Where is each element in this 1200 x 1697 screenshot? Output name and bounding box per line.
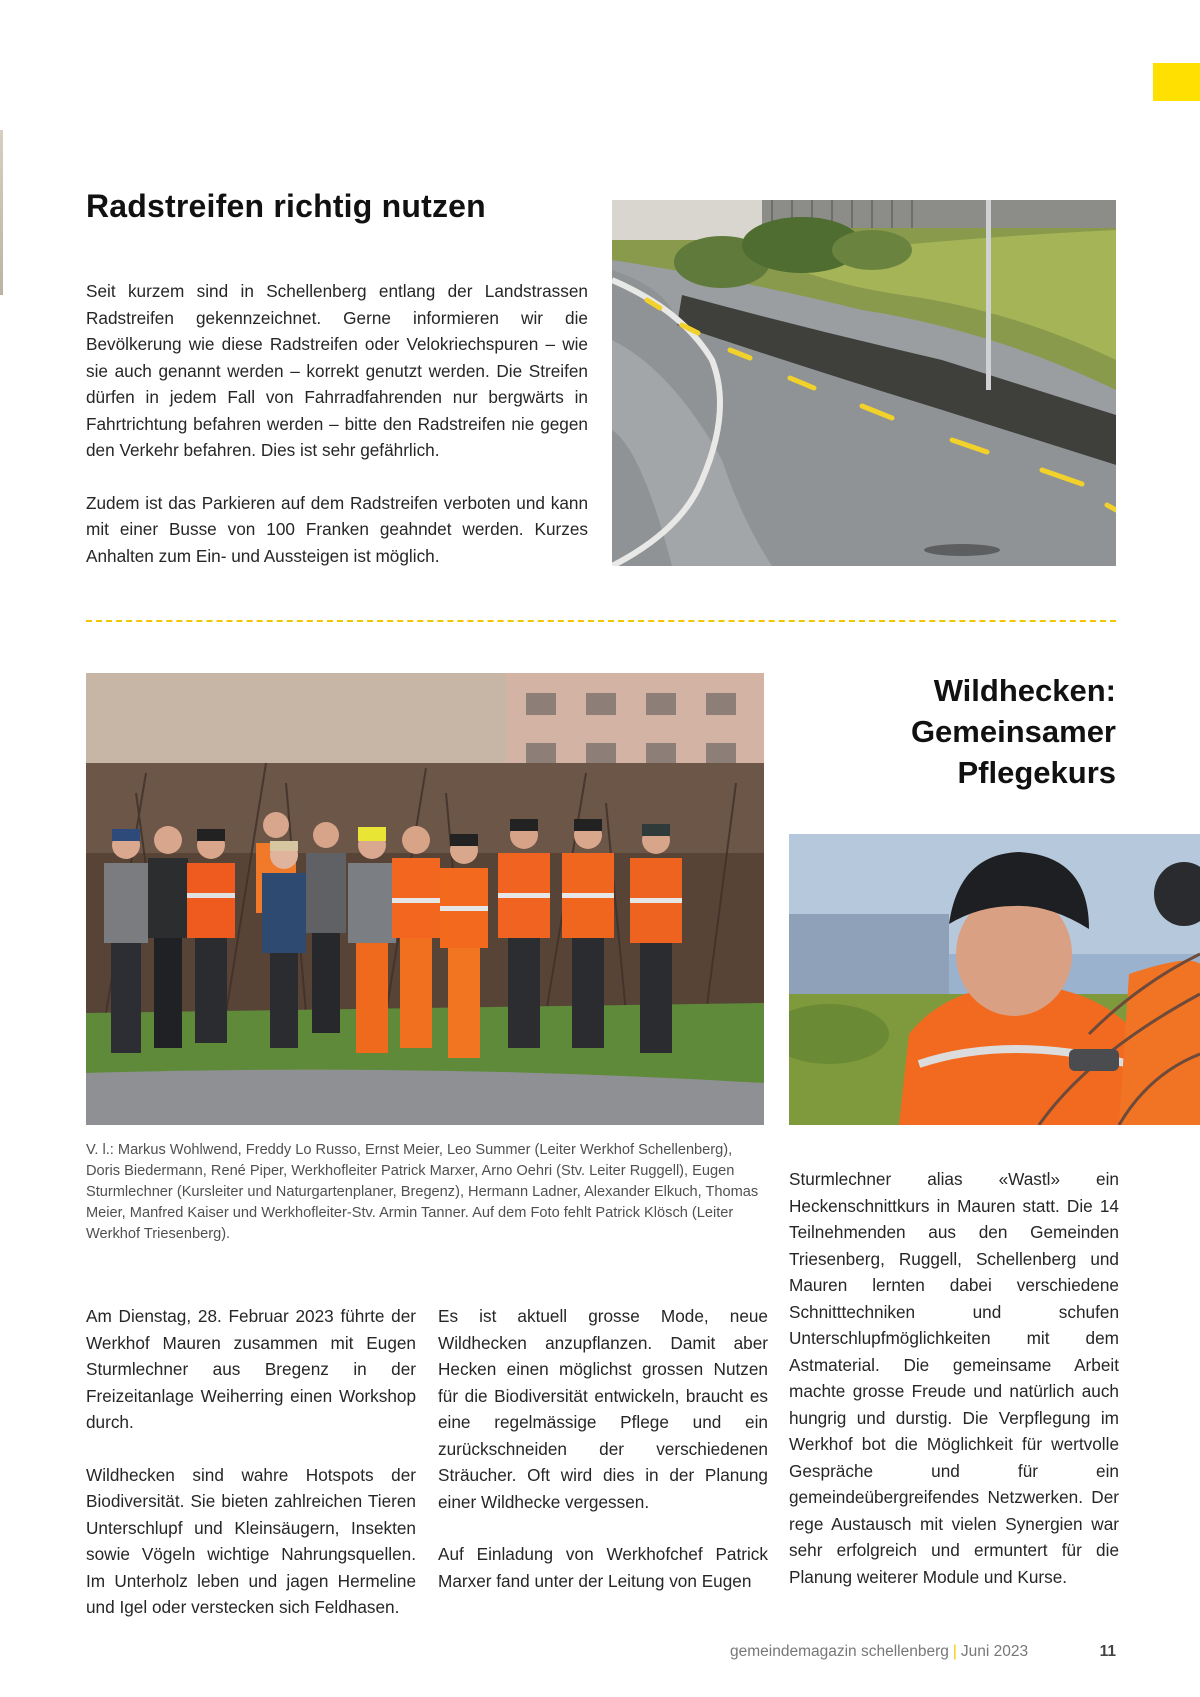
article-title-radstreifen: Radstreifen richtig nutzen bbox=[86, 188, 486, 224]
page-edge-mark bbox=[0, 130, 3, 295]
section-divider bbox=[86, 620, 1116, 622]
page-number: 11 bbox=[1099, 1643, 1116, 1660]
page-footer bbox=[730, 1643, 1116, 1661]
paragraph: Sturmlechner alias «Wastl» ein Heckenschnittkurs in Mauren statt. Die 14 Teilnehmenden aus den Gemeinden Triesenberg, Ruggell, Schellenberg und Mauren lernten dabei verschiedene Schnitttechniken und schufen Unterschlupfmöglichkeiten mit dem Astmaterial. Die gemeinsame Arbeit machte grosse Freude und natürlich auch hungrig und durstig. Die Verpflegung im Werkhof bot die Möglichkeit für wertvolle Gespräche und für ein gemeindeübergreifendes Netzwerken. Der rege Austausch mit vielen Synergien war sehr erfolgreich und ermuntert für die Planung weiterer Module und Kurse. bbox=[789, 1169, 1119, 1587]
article-column-1 bbox=[86, 1303, 416, 1621]
title-line: Gemeinsamer bbox=[910, 714, 1116, 749]
paragraph: Auf Einladung von Werkhofchef Patrick Marxer fand unter der Leitung von Eugen bbox=[438, 1544, 768, 1591]
worker-pruning-photo bbox=[789, 834, 1200, 1125]
title-line: Pflegekurs bbox=[957, 755, 1116, 790]
group-photo-caption: V. l.: Markus Wohlwend, Freddy Lo Russo, Ernst Meier, Leo Summer (Leiter Werkhof Schellenberg), Doris Biedermann, René Piper, Werkhofleiter Patrick Marxer, Arno Oehri (Stv. Leiter Ruggell), Eugen Sturmlechner (Kursleiter und Naturgartenplaner, Bregenz), Hermann Ladner, Alexander Elkuch, Thomas Meier, Manfred Kaiser und Werkhofleiter-Stv. Armin Tanner. Auf dem Foto fehlt Patrick Klösch (Leiter Werkhof Triesenberg). bbox=[86, 1142, 759, 1242]
magazine-name: gemeindemagazin schellenberg bbox=[730, 1643, 949, 1660]
paragraph: Es ist aktuell grosse Mode, neue Wildhecken anzupflanzen. Damit aber Hecken einen möglichst grossen Nutzen für die Biodiversität entwickeln, braucht es eine regelmässige Pflege und ein zurückschneiden der verschiedenen Sträucher. Oft wird dies in der Planung einer Wildhecke vergessen. bbox=[438, 1306, 768, 1512]
paragraph: Am Dienstag, 28. Februar 2023 führte der Werkhof Mauren zusammen mit Eugen Sturmlechner aus Bregenz in der Freizeitanlage Weiherring einen Workshop durch. bbox=[86, 1306, 416, 1432]
issue-date: Juni 2023 bbox=[960, 1643, 1029, 1660]
article-radstreifen-text bbox=[86, 278, 588, 569]
paragraph: Zudem ist das Parkieren auf dem Radstreifen verboten und kann mit einer Busse von 100 Franken geahndet werden. Kurzes Anhalten zum Ein- und Aussteigen ist möglich. bbox=[86, 492, 588, 566]
group-photo-workshop bbox=[86, 673, 764, 1125]
paragraph: Seit kurzem sind in Schellenberg entlang der Landstrassen Radstreifen gekennzeichnet. Gerne informieren wir die Bevölkerung wie diese Radstreifen oder Velokriechspuren – wie sie auch genannt werden – korrekt genutzt werden. Die Streifen dürfen in jedem Fall von Fahrradfahrenden nur bergwärts in Fahrtrichtung befahren werden – bitte den Radstreifen nie gegen den Verkehr befahren. Dies ist sehr gefährlich. bbox=[86, 281, 588, 460]
bike-lane-road-photo bbox=[612, 200, 1116, 566]
paragraph: Wildhecken sind wahre Hotspots der Biodiversität. Sie bieten zahlreichen Tieren Unterschlupf und Kleinsäugern, Insekten sowie Vögeln wichtige Nahrungsquellen. Im Unterholz leben und jagen Hermeline und Igel oder verstecken sich Feldhasen. bbox=[86, 1464, 416, 1617]
article-column-2 bbox=[438, 1303, 768, 1594]
article-title-wildhecken bbox=[820, 670, 1116, 793]
article-column-3 bbox=[789, 1166, 1119, 1590]
section-color-tab bbox=[1153, 63, 1200, 101]
footer-separator: | bbox=[952, 1643, 957, 1660]
title-line: Wildhecken: bbox=[933, 673, 1116, 708]
